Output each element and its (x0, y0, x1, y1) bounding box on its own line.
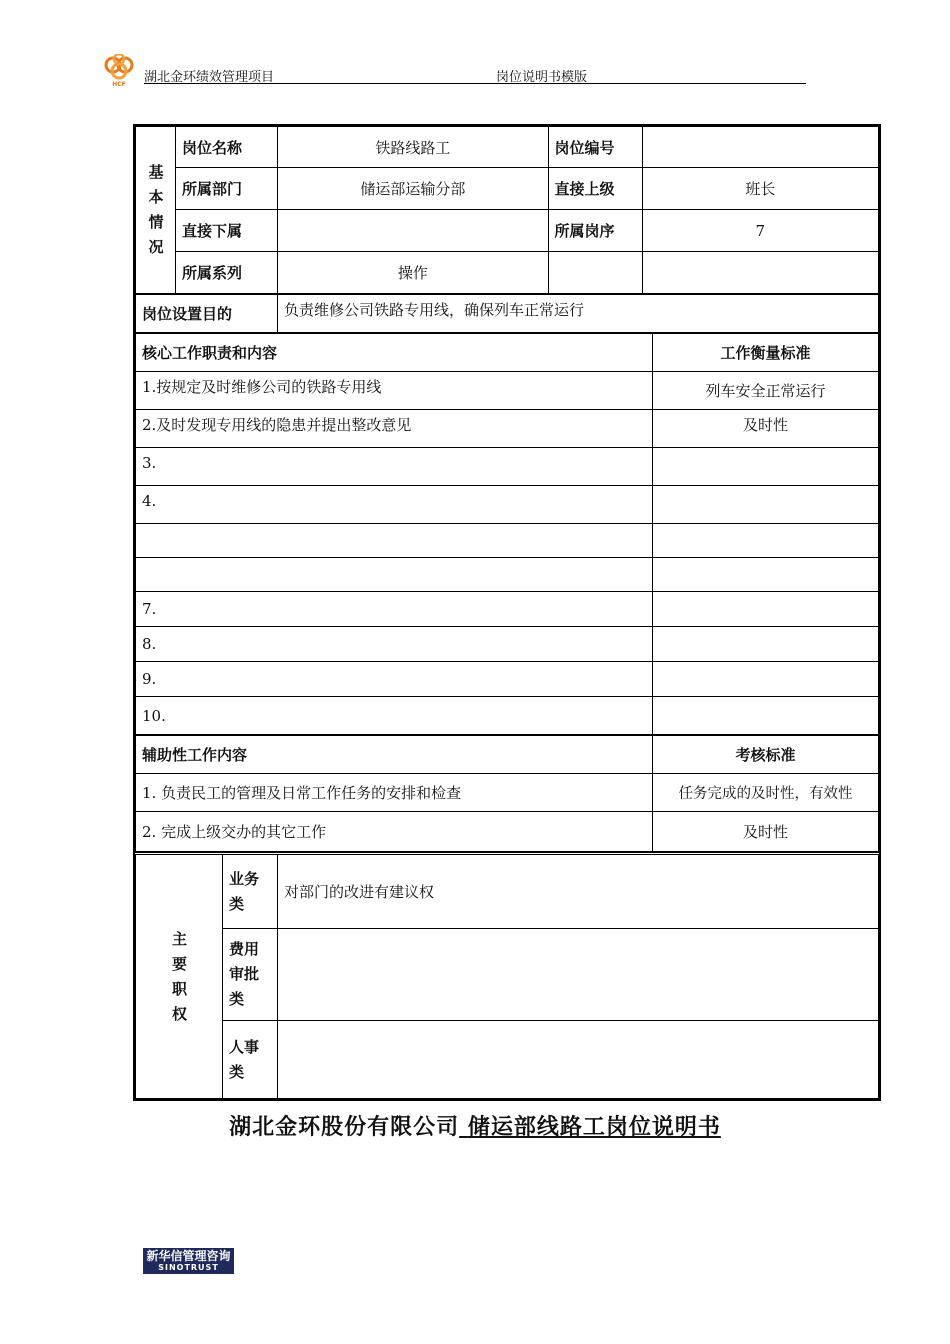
core-standard-item: 及时性 (653, 410, 879, 448)
authority-table (135, 852, 879, 1099)
series-label: 所属系列 (176, 252, 278, 294)
aux-standard-item: 任务完成的及时性，有效性 (653, 774, 879, 812)
basic-section-label-text: 基本情况 (148, 163, 164, 256)
core-duty-item: 2.及时发现专用线的隐患并提出整改意见 (136, 410, 653, 448)
core-duty-item: 9. (136, 662, 653, 697)
aux-duties-header: 辅助性工作内容 (136, 736, 653, 774)
core-standard-item: 列车安全正常运行 (653, 372, 879, 410)
core-duty-item: 3. (136, 448, 653, 486)
consultant-logo-cn: 新华信管理咨询 (146, 1249, 231, 1263)
document-name (459, 1115, 721, 1140)
empty-cell (548, 252, 642, 294)
document-title (0, 1110, 950, 1141)
superior-value: 班长 (642, 168, 878, 210)
logo-text: HCF (112, 81, 126, 88)
purpose-table (135, 294, 879, 333)
subordinate-value (278, 210, 548, 252)
authority-label-text: 主要职权 (172, 929, 188, 1023)
header-divider (144, 83, 806, 84)
authority-value (278, 1021, 879, 1099)
basic-section-label (136, 127, 176, 294)
core-standard-item (653, 662, 879, 697)
aux-duties-table (135, 735, 879, 852)
empty-cell (642, 252, 878, 294)
core-duties-table (135, 333, 879, 735)
core-duties-header: 核心工作职责和内容 (136, 334, 653, 372)
superior-label: 直接上级 (548, 168, 642, 210)
basic-info-table (135, 126, 879, 294)
core-duty-item: 4. (136, 486, 653, 524)
series-value: 操作 (278, 252, 548, 294)
position-name-value: 铁路线路工 (278, 127, 548, 168)
consultant-logo (143, 1248, 234, 1274)
page-header (100, 54, 806, 88)
core-standard-item (653, 486, 879, 524)
position-name-label: 岗位名称 (176, 127, 278, 168)
core-duty-item: 7. (136, 592, 653, 627)
core-duty-item: 10. (136, 697, 653, 735)
core-standard-header: 工作衡量标准 (653, 334, 879, 372)
position-no-value (642, 127, 878, 168)
job-description-form (133, 124, 881, 1101)
core-standard-item (653, 448, 879, 486)
core-duty-item: 8. (136, 627, 653, 662)
authority-type: 业务类 (223, 854, 278, 929)
authority-type: 费用审批类 (223, 929, 278, 1021)
dept-label: 所属部门 (176, 168, 278, 210)
aux-standard-header: 考核标准 (653, 736, 879, 774)
core-standard-item (653, 697, 879, 735)
core-duty-item (136, 524, 653, 558)
authority-type: 人事类 (223, 1021, 278, 1099)
aux-standard-item: 及时性 (653, 812, 879, 852)
aux-duty-item: 2. 完成上级交办的其它工作 (136, 812, 653, 852)
core-standard-item (653, 558, 879, 592)
core-standard-item (653, 592, 879, 627)
core-duty-item (136, 558, 653, 592)
purpose-label: 岗位设置目的 (136, 295, 278, 333)
company-logo-icon (100, 54, 138, 88)
subordinate-label: 直接下属 (176, 210, 278, 252)
document-name-text: 储运部线路工岗位说明书 (467, 1115, 721, 1140)
authority-label (136, 854, 223, 1099)
aux-duty-item: 1. 负责民工的管理及日常工作任务的安排和检查 (136, 774, 653, 812)
core-duty-item: 1.按规定及时维修公司的铁路专用线 (136, 372, 653, 410)
consultant-logo-en: SINOTRUST (158, 1263, 219, 1272)
company-name: 湖北金环股份有限公司 (229, 1115, 460, 1140)
rank-value: 7 (642, 210, 878, 252)
project-name: 湖北金环绩效管理项目 (144, 70, 275, 85)
core-standard-item (653, 524, 879, 558)
document-type: 岗位说明书模版 (496, 70, 588, 85)
purpose-value: 负责维修公司铁路专用线，确保列车正常运行 (278, 295, 879, 333)
position-no-label: 岗位编号 (548, 127, 642, 168)
core-standard-item (653, 627, 879, 662)
authority-value: 对部门的改进有建议权 (278, 854, 879, 929)
dept-value: 储运部运输分部 (278, 168, 548, 210)
rank-label: 所属岗序 (548, 210, 642, 252)
authority-value (278, 929, 879, 1021)
